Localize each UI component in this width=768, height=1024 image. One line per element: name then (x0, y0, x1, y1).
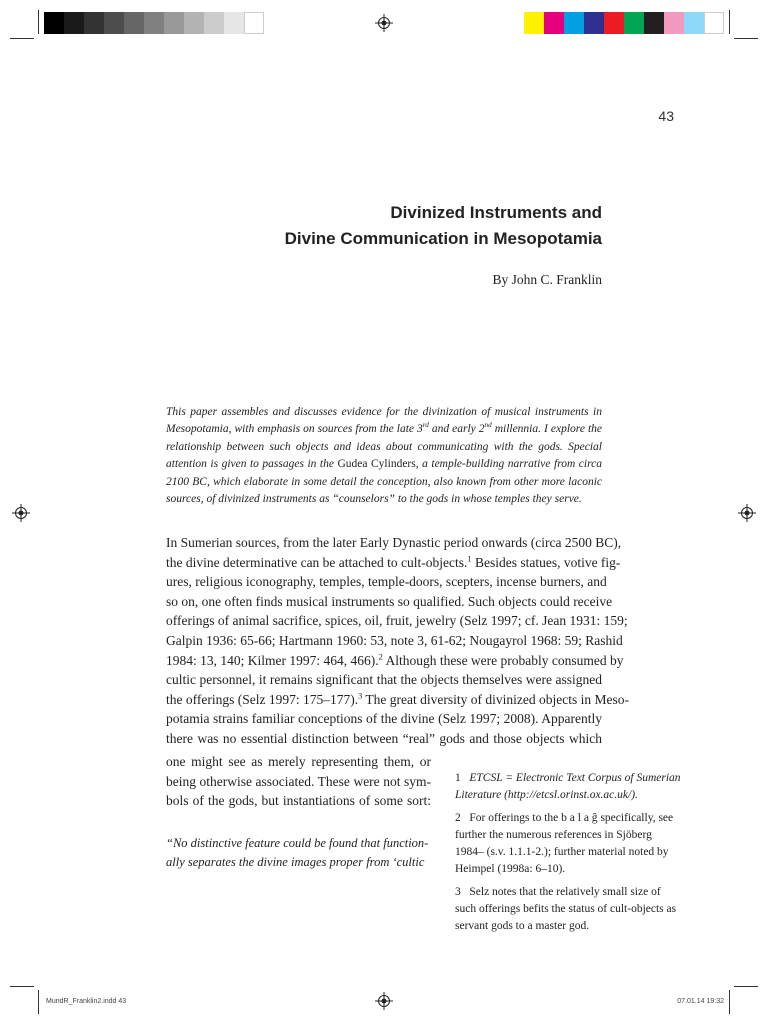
body-line-5: offerings of animal sacrifice, spices, oil, fruit, jewelry (Selz 1997; cf. Jean 1931: 159; (166, 613, 628, 629)
crop-mark-top-right-v (729, 10, 730, 34)
body-line-14: bols of the gods, but instantiations of some sort: (166, 793, 431, 809)
body-line-13: being otherwise associated. These were not sym- (166, 773, 431, 789)
color-swatch-2 (544, 12, 564, 34)
footnote-2-text-b: specifically, see (597, 812, 674, 824)
gray-swatch-4 (104, 12, 124, 34)
body-line-9-b: The great diversity of divinized objects in Meso- (362, 691, 629, 707)
gray-swatch-11 (244, 12, 264, 34)
footnote-1-line-1 (455, 770, 680, 787)
footnote-ref-1: 1 (467, 554, 472, 564)
footnote-3-text: Selz notes that the relatively small size of (469, 886, 661, 898)
footnote-3-line-3: servant gods to a master god. (455, 920, 590, 932)
footnote-2-line-2: further the numerous references in Sjöberg (455, 829, 652, 841)
body-line-1: In Sumerian sources, from the later Early Dynastic period onwards (circa 2500 BC), (166, 535, 622, 550)
crop-mark-bottom-left-v (38, 990, 39, 1014)
body-paragraph (166, 533, 629, 749)
footnote-2 (455, 810, 680, 878)
block-quote (166, 834, 431, 872)
abstract-text-3: millennia. I explore the relationship between such objects and ideas about communicating with the gods. Special attention is given to passages in the (166, 423, 602, 471)
color-swatch-3 (564, 12, 584, 34)
footnote-ref-2: 2 (378, 652, 383, 662)
abstract-text-2: and early 2 (428, 423, 485, 436)
footnote-1-number: 1 (455, 772, 461, 784)
page-number: 43 (658, 108, 674, 124)
color-swatch-8 (664, 12, 684, 34)
author-byline: By John C. Franklin (492, 272, 602, 287)
abstract-text-4: , a temple-building narrative from circa 2100 BC, which elaborate in some detail the conception, also known from other more laconic sources, of divinized instruments as “counselors” to the gods in whose temples they serve. (166, 458, 603, 506)
body-line-9 (166, 690, 629, 710)
registration-mark-bottom (375, 992, 393, 1010)
color-swatch-6 (624, 12, 644, 34)
slug-filename: MundR_Franklin2.indd 43 (46, 998, 127, 1005)
slug-date: 07.01.14 19:32 (677, 998, 724, 1005)
gray-swatch-3 (84, 12, 104, 34)
footnote-2-line-3: 1984– (s.v. 1.1.1-2.); further material noted by (455, 846, 669, 858)
footnote-3-number: 3 (455, 886, 461, 898)
quote-line-2: ally separates the divine images proper from ‘cultic (166, 855, 425, 869)
color-swatch-10 (704, 12, 724, 34)
gray-swatch-2 (64, 12, 84, 34)
footnote-2-line-4: Heimpel (1998a: 6–10). (455, 863, 566, 875)
abstract-title-gudea: Gudea Cylinders (337, 458, 416, 471)
gray-swatch-7 (164, 12, 184, 34)
color-swatch-4 (584, 12, 604, 34)
crop-mark-bottom-right-v (729, 990, 730, 1014)
footnote-2-line-1 (455, 810, 680, 827)
gray-swatch-8 (184, 12, 204, 34)
footnote-1 (455, 770, 680, 804)
gray-swatch-5 (124, 12, 144, 34)
gray-swatch-6 (144, 12, 164, 34)
body-line-7-b: Although these were probably consumed by (382, 652, 624, 668)
body-line-7-a: 1984: 13, 140; Kilmer 1997: 464, 466). (166, 652, 379, 668)
abstract-sup-2: nd (484, 421, 492, 430)
abstract (166, 404, 602, 508)
crop-mark-top-right-h (734, 38, 758, 39)
color-swatch-5 (604, 12, 624, 34)
body-line-7 (166, 651, 624, 671)
color-swatch-1 (524, 12, 544, 34)
body-line-9-a: the offerings (Selz 1997: 175–177). (166, 691, 359, 707)
body-line-4: so on, one often finds musical instruments so qualified. Such objects could receive (166, 593, 613, 609)
footnote-2-term: b a l a ĝ (561, 812, 598, 824)
body-line-10: potamia strains familiar conceptions of the divine (Selz 1997; 2008). Apparently (166, 711, 602, 727)
crop-mark-top-left-h (10, 38, 34, 39)
footnote-3-line-2: such offerings befits the status of cult-objects as (455, 903, 677, 915)
body-line-3: ures, religious iconography, temples, temple-doors, scepters, incense burners, and (166, 574, 607, 590)
footnote-3 (455, 884, 680, 935)
grayscale-bar (44, 12, 264, 34)
abstract-text-1: This paper assembles and discusses evidence for the divinization of musical instruments in Mesopotamia, with emphasis on sources from the late 3 (166, 406, 602, 436)
article-title-line-1: Divinized Instruments and (390, 203, 602, 222)
footnote-1-text: ETCSL = Electronic Text Corpus of Sumerian (469, 772, 681, 784)
footnote-2-text-a: For offerings to the (469, 812, 562, 824)
crop-mark-top-left-v (38, 10, 39, 34)
crop-mark-bottom-left-h (10, 986, 34, 987)
gray-swatch-9 (204, 12, 224, 34)
registration-mark-left (12, 504, 30, 522)
color-swatch-7 (644, 12, 664, 34)
gray-swatch-10 (224, 12, 244, 34)
footnote-ref-3: 3 (358, 691, 363, 701)
gray-swatch-1 (44, 12, 64, 34)
color-swatch-9 (684, 12, 704, 34)
body-line-8: cultic personnel, it remains significant that the objects themselves were assigned (166, 672, 602, 688)
footnote-3-line-1 (455, 884, 680, 901)
body-narrow-column (166, 752, 431, 811)
crop-mark-bottom-right-h (734, 986, 758, 987)
registration-mark-top (375, 14, 393, 32)
body-line-6: Galpin 1936: 65-66; Hartmann 1960: 53, note 3, 61-62; Nougayrol 1968: 59; Rashid (166, 632, 623, 648)
quote-line-1: “No distinctive feature could be found that function- (166, 836, 429, 850)
footnote-1-line-2 (455, 787, 680, 804)
abstract-sup-1: rd (422, 421, 429, 430)
footnotes (455, 770, 680, 941)
article-title-line-2: Divine Communication in Mesopotamia (284, 229, 602, 248)
body-line-2-b: Besides statues, votive fig- (471, 554, 621, 570)
body-line-12: one might see as merely representing them, or (166, 754, 431, 769)
footnote-2-number: 2 (455, 812, 461, 824)
body-line-2 (166, 553, 621, 573)
body-line-2-a: the divine determinative can be attached to cult-objects. (166, 554, 468, 570)
color-calibration-bar (524, 12, 724, 34)
registration-mark-right (738, 504, 756, 522)
footnote-1-text-2: Literature (http://etcsl.orinst.ox.ac.uk/). (455, 789, 638, 801)
body-line-11: there was no essential distinction between “real” gods and those objects which (166, 730, 602, 746)
